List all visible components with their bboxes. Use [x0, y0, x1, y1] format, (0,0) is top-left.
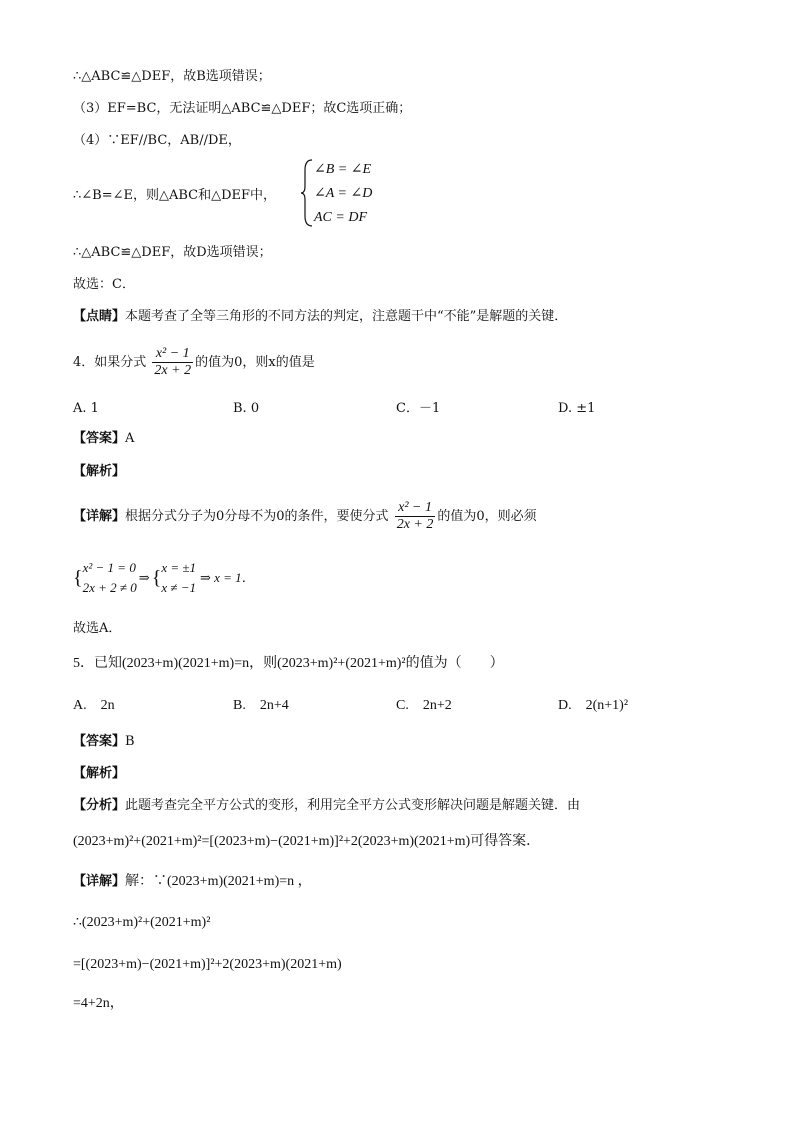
left-brace [300, 158, 314, 228]
text-line: ∴△ABC≌△DEF，故B选项错误； [73, 69, 271, 84]
text-line: 故选：C． [73, 277, 135, 292]
option-d: D. ±1 [558, 401, 596, 416]
answer-tag: 【答案】 [73, 431, 126, 446]
detail-tag: 【详解】 [73, 874, 126, 889]
text-line: ∴∠B=∠E，则△ABC和△DEF中， [73, 188, 277, 203]
option-d: D. 2(n+1)² [558, 698, 629, 713]
system-row: x ≠ −1 [161, 580, 196, 595]
answer-tag: 【答案】 [73, 734, 126, 749]
fraction-denominator: 2x + 2 [396, 517, 434, 532]
fraction-numerator: x² − 1 [395, 500, 436, 517]
step-line: ∴(2023+m)²+(2021+m)² [73, 915, 211, 930]
system-row: AC = DF [314, 210, 367, 225]
detail-line [73, 500, 537, 534]
answer-value: A [125, 431, 135, 446]
formula-line: (2023+m)²+(2021+m)²=[(2023+m)−(2021+m)]²+2(2023+m)(2021+m)可得答案． [73, 834, 541, 849]
option-b: B. 2n+4 [233, 698, 289, 713]
congruence-system [314, 158, 372, 230]
system-row: ∠A = ∠D [314, 186, 373, 201]
system-row: x² − 1 = 0 [82, 560, 136, 575]
detail-text: 根据分式分子为0分母不为0的条件，要使分式 [125, 509, 389, 524]
text-line: （4）∵EF//BC，AB//DE， [73, 133, 241, 148]
dianjing-line [73, 308, 567, 326]
detail-suffix: 的值为0，则必须 [437, 509, 537, 524]
fraction-denominator: 2x + 2 [154, 363, 192, 378]
analysis-tag: 【解析】 [73, 766, 126, 781]
implies-arrow: ⇒ [138, 570, 150, 585]
option-a: A. 1 [73, 401, 99, 416]
dianjing-text: 本题考查了全等三角形的不同方法的判定，注意题干中“不能”是解题的关键． [125, 309, 568, 324]
fenxi-tag: 【分析】 [73, 798, 126, 813]
question-suffix: 的值为0，则x的值是 [195, 355, 315, 370]
answer-line [73, 430, 134, 448]
system-row: ∠B = ∠E [314, 162, 372, 177]
fraction [152, 346, 193, 379]
solution-result: ⇒ x = 1． [200, 570, 255, 585]
fraction [395, 500, 436, 533]
fenxi-line [73, 797, 580, 815]
answer-line [73, 733, 135, 751]
system-block [83, 558, 137, 598]
system-row: x = ±1 [161, 560, 196, 575]
fraction-numerator: x² − 1 [152, 346, 193, 363]
option-c: C. 2n+2 [396, 698, 452, 713]
system-block [161, 558, 196, 598]
detail-tag: 【详解】 [73, 509, 126, 524]
question-4 [73, 346, 315, 380]
dianjing-tag: 【点睛】 [73, 309, 126, 324]
answer-value: B [125, 734, 135, 749]
question-5: 5．已知(2023+m)(2021+m)=n，则(2023+m)²+(2021+m)²的值为（ ） [73, 656, 504, 671]
solution-system: { x² − 1 = 0 2x + 2 ≠ 0 ⇒ { x = ±1 x ≠ −1 ⇒ x = 1． [73, 558, 255, 598]
step-line: =[(2023+m)−(2021+m)]²+2(2023+m)(2021+m) [73, 957, 342, 972]
step-line: =4+2n， [73, 996, 124, 1011]
option-a: A. 2n [73, 698, 115, 713]
detail-line [73, 873, 312, 891]
system-row: 2x + 2 ≠ 0 [82, 580, 137, 595]
fenxi-text: 此题考查完全平方公式的变形，利用完全平方公式变形解决问题是解题关键．由 [125, 798, 581, 813]
text-line: 故选A． [73, 621, 122, 636]
option-b: B. 0 [233, 401, 260, 416]
text-line: （3）EF=BC，无法证明△ABC≌△DEF；故C选项正确； [73, 101, 412, 116]
text-line: ∴△ABC≌△DEF，故D选项错误； [73, 245, 272, 260]
option-c: C．－1 [396, 401, 441, 416]
analysis-tag: 【解析】 [73, 464, 126, 479]
detail-text: 解：∵(2023+m)(2021+m)=n ， [125, 874, 312, 889]
question-prefix: 4．如果分式 [73, 355, 147, 370]
